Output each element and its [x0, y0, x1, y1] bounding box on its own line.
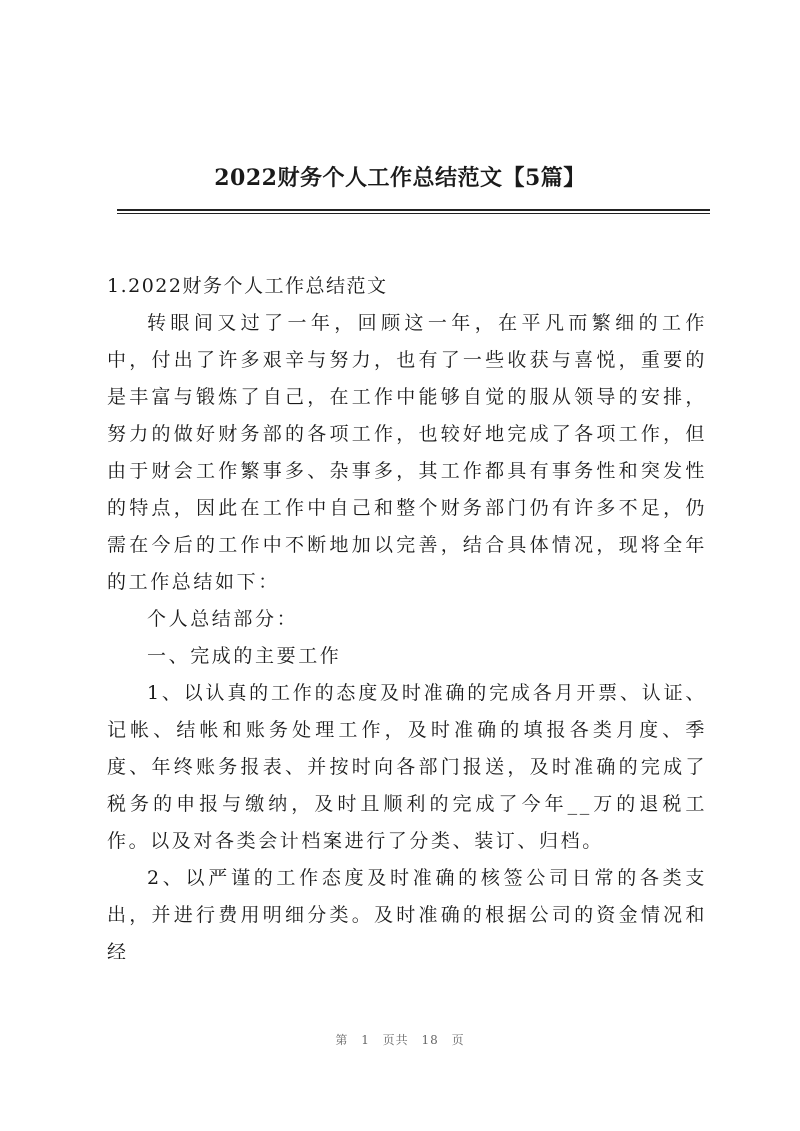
- paragraph-item-1: 1、以认真的工作的态度及时准确的完成各月开票、认证、记帐、结帐和账务处理工作，及时准确的填报各类月度、季度、年终账务报表、并按时向各部门报送，及时准确的完成了税务的申报与缴纳，及时且顺利的完成了今年__万的退税工作。以及对各类会计档案进行了分类、装订、归档。: [107, 682, 707, 852]
- page-footer: 第 1 页共 18 页: [335, 1033, 465, 1047]
- document-body: [107, 268, 707, 971]
- paragraph-intro: 转眼间又过了一年，回顾这一年，在平凡而繁细的工作中，付出了许多艰辛与努力，也有了一些收获与喜悦，重要的是丰富与锻炼了自己，在工作中能够自觉的服从领导的安排，努力的做好财务部的各项工作，也较好地完成了各项工作，但由于财会工作繁事多、杂事多，其工作都具有事务性和突发性的特点，因此在工作中自己和整个财务部门仍有许多不足，仍需在今后的工作中不断地加以完善，结合具体情况，现将全年的工作总结如下：: [107, 312, 707, 593]
- paragraph-item-2: 2、以严谨的工作态度及时准确的核签公司日常的各类支出，并进行费用明细分类。及时准确的根据公司的资金情况和经: [107, 867, 707, 963]
- paragraph-main-work-heading: 一、完成的主要工作: [147, 645, 342, 667]
- title-divider: [117, 209, 710, 214]
- document-title: 2022财务个人工作总结范文【5篇】: [214, 165, 586, 191]
- section-heading: 1.2022财务个人工作总结范文: [107, 275, 388, 297]
- paragraph-personal-summary: 个人总结部分：: [147, 608, 299, 630]
